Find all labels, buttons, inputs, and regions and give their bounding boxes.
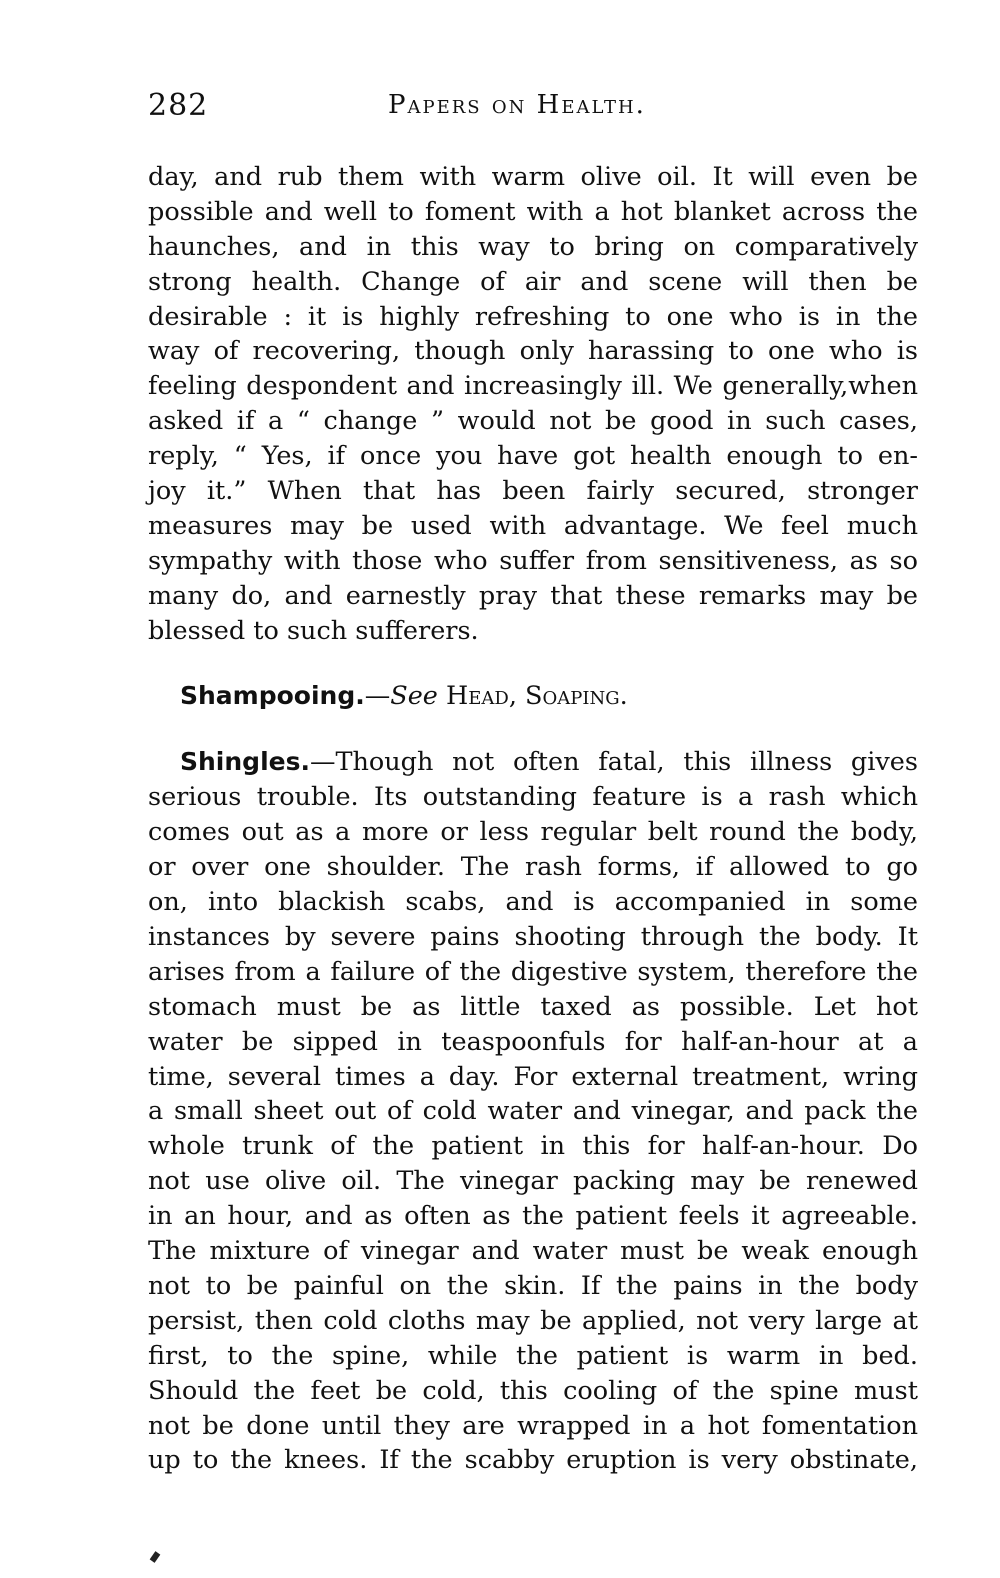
text-line: The mixture of vinegar and water must be weak enough bbox=[148, 1236, 918, 1267]
continuation-paragraph bbox=[148, 160, 918, 648]
text-line: in an hour, and as often as the patient feels it agreeable. bbox=[148, 1201, 918, 1232]
running-head: Papers on Health. bbox=[388, 90, 646, 120]
text-line: comes out as a more or less regular belt round the body, bbox=[148, 817, 918, 848]
page-number: 282 bbox=[148, 88, 209, 123]
text-line: asked if a “ change ” would not be good in such cases, bbox=[148, 406, 918, 437]
text-line: up to the knees. If the scabby eruption is very obstinate, bbox=[148, 1445, 918, 1476]
page-header bbox=[148, 88, 918, 128]
text-line: many do, and earnestly pray that these remarks may be bbox=[148, 580, 918, 611]
text-line: not use olive oil. The vinegar packing may be renewed bbox=[148, 1166, 918, 1197]
text-line: instances by severe pains shooting through the body. It bbox=[148, 922, 918, 953]
text-line: desirable : it is highly refreshing to one who is in the bbox=[148, 301, 918, 332]
text-line: Should the feet be cold, this cooling of the spine must bbox=[148, 1375, 918, 1406]
text-line: sympathy with those who suffer from sensitiveness, as so bbox=[148, 545, 918, 576]
text-line: feeling despondent and increasingly ill. We generally,when bbox=[148, 371, 918, 402]
text-line: day, and rub them with warm olive oil. It will even be bbox=[148, 162, 918, 192]
text-line: persist, then cold cloths may be applied, not very large at bbox=[148, 1305, 918, 1336]
dash: — bbox=[364, 681, 391, 712]
text-line: strong health. Change of air and scene will then be bbox=[148, 266, 918, 297]
text-line: arises from a failure of the digestive system, therefore the bbox=[148, 956, 918, 987]
text-line: measures may be used with advantage. We feel much bbox=[148, 510, 918, 541]
text-line: reply, “ Yes, if once you have got health enough to en- bbox=[148, 441, 918, 472]
text-line: joy it.” When that has been fairly secured, stronger bbox=[148, 476, 918, 507]
text-line: time, several times a day. For external treatment, wring bbox=[148, 1061, 918, 1092]
cross-reference-head: Head bbox=[446, 681, 509, 712]
cross-reference-soaping: Soaping. bbox=[525, 681, 628, 712]
text-line: on, into blackish scabs, and is accompanied in some bbox=[148, 887, 918, 918]
text-line: blessed to such sufferers. bbox=[148, 615, 479, 646]
text-line: not to be painful on the skin. If the pains in the body bbox=[148, 1270, 918, 1301]
headword-shingles: Shingles. bbox=[180, 747, 310, 777]
text-line: or over one shoulder. The rash forms, if allowed to go bbox=[148, 852, 918, 883]
see-label: See bbox=[390, 681, 438, 712]
ink-mark bbox=[150, 1551, 161, 1563]
entry-line bbox=[148, 744, 918, 780]
text-line: stomach must be as little taxed as possible. Let hot bbox=[148, 991, 918, 1022]
text-line: first, to the spine, while the patient is warm in bed. bbox=[148, 1340, 918, 1371]
text-line: way of recovering, though only harassing to one who is bbox=[148, 336, 918, 367]
entry-first-line: —Though not often fatal, this illness gives bbox=[309, 747, 918, 778]
separator: , bbox=[508, 681, 526, 712]
text-line: whole trunk of the patient in this for half-an-hour. Do bbox=[148, 1131, 918, 1162]
headword-shampooing: Shampooing. bbox=[180, 681, 365, 711]
text-line: serious trouble. Its outstanding feature is a rash which bbox=[148, 782, 918, 813]
text-line: water be sipped in teaspoonfuls for half-an-hour at a bbox=[148, 1026, 918, 1057]
entry-shingles bbox=[148, 744, 918, 1478]
text-line: not be done until they are wrapped in a hot fomentation bbox=[148, 1410, 918, 1441]
text-line: a small sheet out of cold water and vinegar, and pack the bbox=[148, 1096, 918, 1127]
page-body bbox=[148, 160, 918, 1478]
text-line: possible and well to foment with a hot blanket across the bbox=[148, 196, 918, 227]
entry-line bbox=[148, 678, 918, 714]
entry-shampooing bbox=[148, 678, 918, 714]
text-line: haunches, and in this way to bring on comparatively bbox=[148, 231, 918, 262]
